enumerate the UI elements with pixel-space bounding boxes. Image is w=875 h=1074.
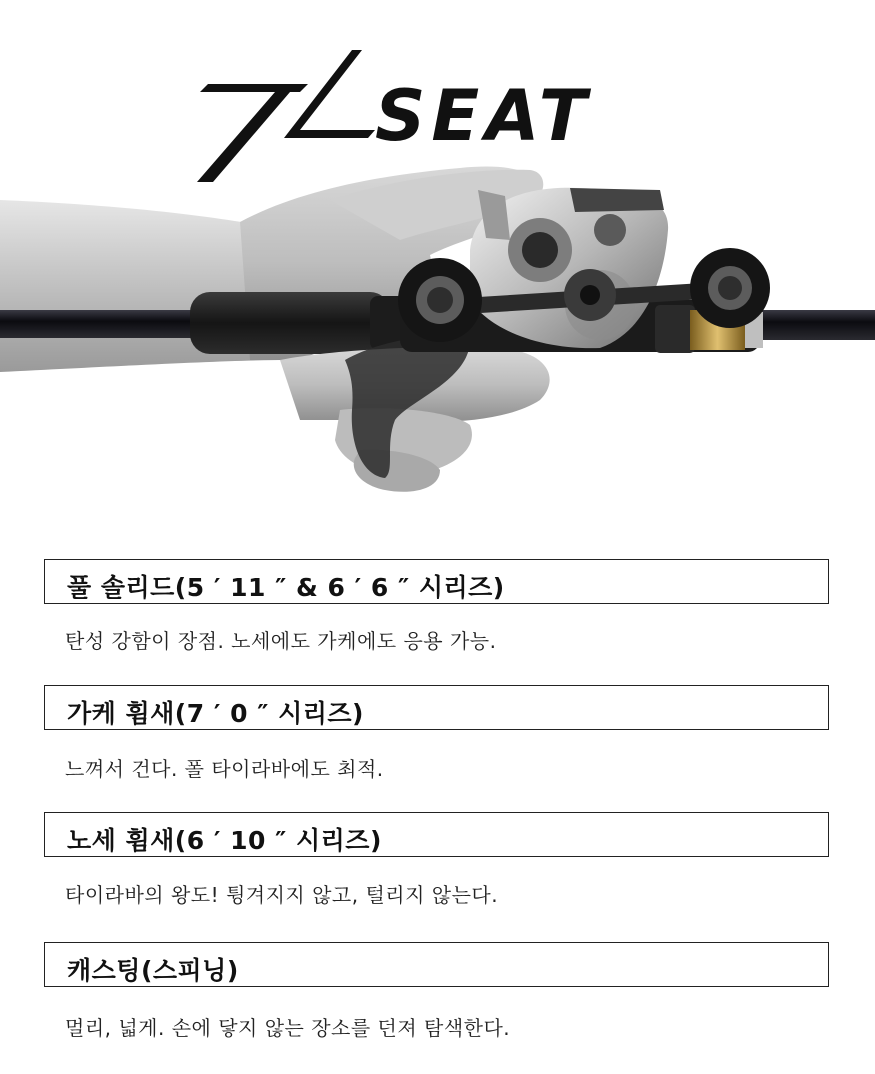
section-title: 캐스팅(스피닝)	[67, 956, 239, 985]
brand-logo	[197, 50, 592, 182]
section-title: 가케 휨새(7 ′ 0 ″ 시리즈)	[67, 699, 364, 728]
section-description: 느껴서 건다. 폴 타이라바에도 최적.	[65, 757, 384, 781]
section-title: 풀 솔리드(5 ′ 11 ″ & 6 ′ 6 ″ 시리즈)	[67, 573, 505, 602]
section-description: 타이라바의 왕도! 튕겨지지 않고, 털리지 않는다.	[65, 883, 499, 907]
section-description: 멀리, 넓게. 손에 닿지 않는 장소를 던져 탐색한다.	[65, 1016, 511, 1040]
section-title-box	[44, 685, 829, 730]
section-title: 노세 휨새(6 ′ 10 ″ 시리즈)	[67, 826, 382, 855]
section-description: 탄성 강함이 장점. 노세에도 가케에도 응용 가능.	[65, 629, 497, 653]
section-title-box	[44, 559, 829, 604]
svg-text:SEAT: SEAT	[375, 75, 593, 157]
section-title-box	[44, 942, 829, 987]
section-title-box	[44, 812, 829, 857]
